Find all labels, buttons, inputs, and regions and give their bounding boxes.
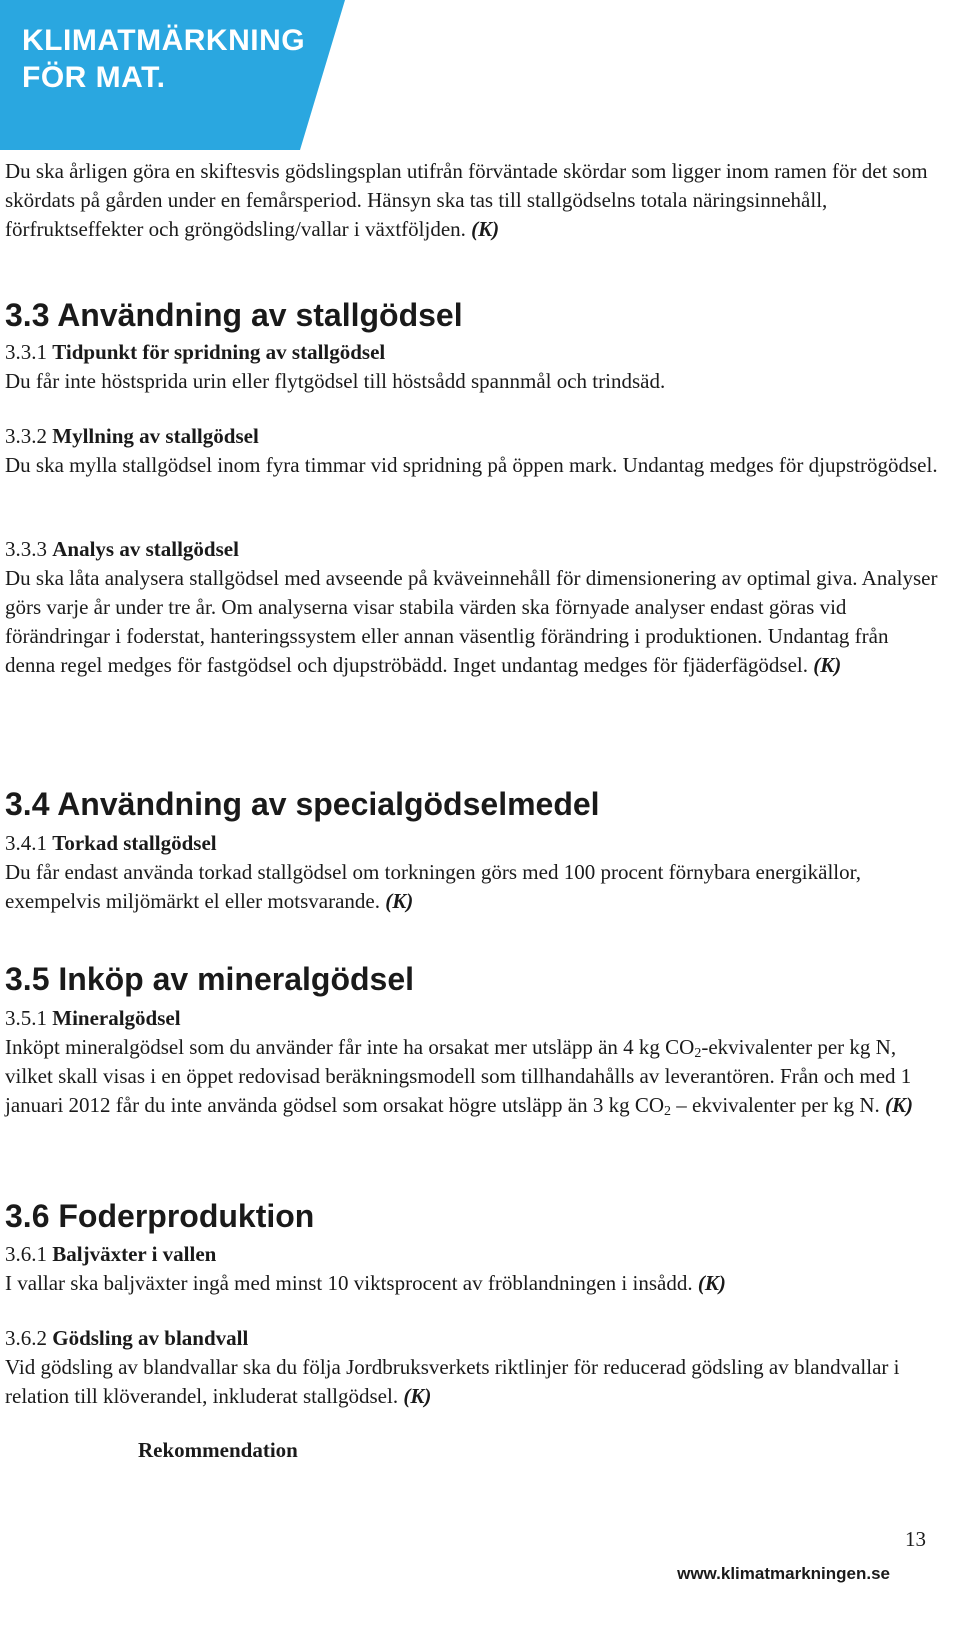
subscript-2: 2 xyxy=(694,1046,702,1061)
subsection-number: 3.3.2 xyxy=(5,424,47,448)
k-marker: (K) xyxy=(403,1384,432,1408)
subsection-text: I vallar ska baljväxter ingå med minst 10 viktsprocent av fröblandningen i insådd. xyxy=(5,1271,693,1295)
section-heading-3-3: 3.3 Användning av stallgödsel xyxy=(5,297,463,333)
subsection-text: Du ska låta analysera stallgödsel med avseende på kväveinnehåll för dimensionering av optimal giva. Analyser görs varje år under tre år. Om analyserna visar stabila värden ska förnyade analyser endast göras vid förändringar i foderstat, hanteringssystem eller annan väsentlig förändring i produktionen. Undantag från denna regel medges för fastgödsel och djupströbädd. Inget undantag medges för fjäderfägödsel. xyxy=(5,566,938,677)
subsection-text: Vid gödsling av blandvallar ska du följa Jordbruksverkets riktlinjer för reducerad gödsling av blandvallar i relation till klöverandel, inkluderat stallgödsel. xyxy=(5,1355,900,1408)
subsection-3-5-1 xyxy=(5,1004,940,1120)
subsection-3-3-2 xyxy=(5,422,940,480)
subsection-3-3-1 xyxy=(5,338,940,396)
subsection-text-c: – ekvivalenter per kg N. xyxy=(671,1093,880,1117)
k-marker: (K) xyxy=(697,1271,726,1295)
subsection-title: Baljväxter i vallen xyxy=(52,1242,217,1266)
logo xyxy=(0,0,360,160)
subsection-number: 3.6.1 xyxy=(5,1242,47,1266)
section-heading-3-5: 3.5 Inköp av mineralgödsel xyxy=(5,961,415,997)
k-marker: (K) xyxy=(885,1093,914,1117)
subscript-2: 2 xyxy=(664,1104,672,1119)
section-heading-3-6: 3.6 Foderproduktion xyxy=(5,1198,315,1234)
subsection-number: 3.3.3 xyxy=(5,537,47,561)
page-number: 13 xyxy=(905,1527,926,1551)
subsection-3-6-2 xyxy=(5,1324,940,1411)
k-marker: (K) xyxy=(471,217,500,241)
subsection-text: Du ska mylla stallgödsel inom fyra timmar vid spridning på öppen mark. Undantag medges för djupströgödsel. xyxy=(5,453,938,477)
logo-text-line1: KLIMATMÄRKNING xyxy=(22,24,306,57)
subsection-number: 3.3.1 xyxy=(5,340,47,364)
intro-text: Du ska årligen göra en skiftesvis gödslingsplan utifrån förväntade skördar som ligger inom ramen för det som skördats på gården under en femårsperiod. Hänsyn ska tas till stallgödselns totala näringsinnehåll, förfruktseffekter och gröngödsling/vallar i växtföljden. xyxy=(5,159,928,241)
subsection-text-a: Inköpt mineralgödsel som du använder får inte ha orsakat mer utsläpp än 4 kg CO xyxy=(5,1035,695,1059)
subsection-3-3-3 xyxy=(5,535,940,680)
logo-text-line2: FÖR MAT. xyxy=(22,61,166,94)
subsection-text-b: -ekvivalenter per kg N, vilket skall visas i en öppet redovisad beräkningsmodell som tillhandahålls av leverantören. Från och med 1 januari 2012 får du inte använda gödsel som orsakat högre utsläpp än 3 kg CO xyxy=(5,1035,912,1117)
intro-paragraph xyxy=(5,157,940,244)
recommendation-heading: Rekommendation xyxy=(138,1438,298,1462)
subsection-title: Torkad stallgödsel xyxy=(52,831,217,855)
subsection-3-4-1 xyxy=(5,829,940,916)
subsection-number: 3.6.2 xyxy=(5,1326,47,1350)
footer-url: www.klimatmarkningen.se xyxy=(677,1564,890,1583)
subsection-title: Gödsling av blandvall xyxy=(52,1326,249,1350)
subsection-title: Analys av stallgödsel xyxy=(52,537,239,561)
subsection-title: Tidpunkt för spridning av stallgödsel xyxy=(52,340,386,364)
k-marker: (K) xyxy=(385,889,414,913)
k-marker: (K) xyxy=(813,653,842,677)
subsection-title: Mineralgödsel xyxy=(52,1006,181,1030)
subsection-title: Myllning av stallgödsel xyxy=(52,424,259,448)
subsection-number: 3.5.1 xyxy=(5,1006,47,1030)
subsection-text: Du får inte höstsprida urin eller flytgödsel till höstsådd spannmål och trindsäd. xyxy=(5,369,666,393)
section-heading-3-4: 3.4 Användning av specialgödselmedel xyxy=(5,786,600,822)
subsection-number: 3.4.1 xyxy=(5,831,47,855)
subsection-text: Du får endast använda torkad stallgödsel om torkningen görs med 100 procent förnybara energikällor, exempelvis miljömärkt el eller motsvarande. xyxy=(5,860,862,913)
subsection-3-6-1 xyxy=(5,1240,940,1298)
